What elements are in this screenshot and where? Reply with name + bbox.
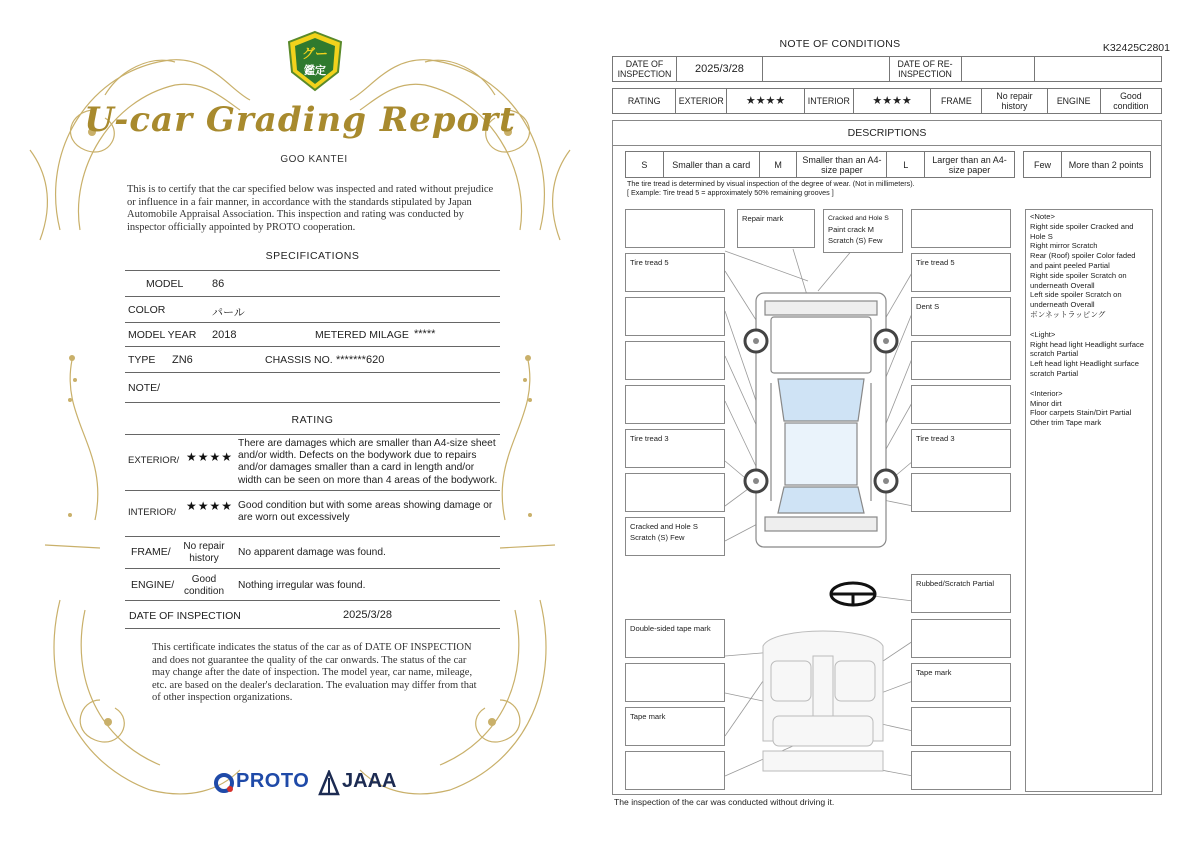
color-value: パール bbox=[212, 307, 245, 319]
interior-stars: ★★★★ bbox=[853, 89, 931, 114]
note-of-conditions-sheet bbox=[610, 30, 1170, 820]
callout-tire-tread-3-left: Tire tread 3 bbox=[625, 429, 725, 468]
callout-tire-tread-3-right: Tire tread 3 bbox=[911, 429, 1011, 468]
callout-box bbox=[911, 707, 1011, 746]
callout-box bbox=[911, 619, 1011, 658]
frame-value: No repair history bbox=[183, 541, 225, 564]
divider bbox=[125, 490, 500, 491]
engine-label: ENGINE bbox=[1047, 89, 1100, 114]
divider bbox=[125, 372, 500, 373]
date-of-inspection-label: DATE OF INSPECTION bbox=[613, 57, 677, 82]
callout-tape-mark-left: Tape mark bbox=[625, 707, 725, 746]
callout-box bbox=[625, 341, 725, 380]
callout-box bbox=[625, 473, 725, 512]
certification-statement: This is to certify that the car specified below was inspected and rated without prejudice or influence in a fair manner, in accordance with the standards stipulated by Japan Automobile Appraisal Association. This inspection and rating was conducted by inspector officially appointed by PROTO cooperation. bbox=[127, 184, 494, 233]
model-year-label: MODEL YEAR bbox=[128, 329, 197, 341]
tread-note: The tire tread is determined by visual inspection of the degree of wear. (Not in millimeters). [ Example: Tire tread 5 = approximately 50% remaining grooves ] bbox=[627, 179, 915, 197]
sheet-footer: The inspection of the car was conducted without driving it. bbox=[614, 797, 835, 807]
engine-label: ENGINE/ bbox=[131, 579, 175, 591]
jaaa-logo-icon bbox=[318, 770, 340, 796]
callout-box bbox=[625, 751, 725, 790]
interior-label: INTERIOR/ bbox=[128, 507, 177, 518]
report-subtitle: GOO KANTEI bbox=[280, 154, 348, 165]
callout-rubbed-scratch: Rubbed/Scratch Partial bbox=[911, 574, 1011, 613]
divider bbox=[125, 600, 500, 601]
rating-label: RATING bbox=[613, 89, 676, 114]
sheet-id: K32425C2801 bbox=[1102, 42, 1170, 54]
report-title: U-car Grading Report bbox=[84, 100, 516, 140]
divider bbox=[125, 568, 500, 569]
key-few-desc: More than 2 points bbox=[1062, 152, 1151, 178]
divider bbox=[125, 402, 500, 403]
callout-dent-s: Dent S bbox=[911, 297, 1011, 336]
frame-label: FRAME bbox=[931, 89, 982, 114]
svg-text:グー: グー bbox=[301, 47, 329, 62]
key-s: S bbox=[626, 152, 664, 178]
callout-cracked-hole-top: Cracked and Hole S Paint crack M Scratch (S) Few bbox=[823, 209, 903, 253]
interior-top-view bbox=[763, 631, 883, 771]
model-year-value: 2018 bbox=[212, 329, 237, 341]
key-m: M bbox=[759, 152, 797, 178]
exterior-description: There are damages which are smaller than A4-size sheet and/or width. Defects on the bodywork due to repairs and/or damages smaller than a card in length and/or width can be seen on more than 4 areas of the bodywork. bbox=[238, 438, 498, 486]
engine-description: Nothing irregular was found. bbox=[238, 580, 366, 591]
interior-description: Good condition but with some areas showing damage or are worn out excessively bbox=[238, 500, 493, 524]
rating-table bbox=[612, 88, 1162, 114]
jaaa-logo: JAAA bbox=[342, 770, 397, 792]
model-label: MODEL bbox=[146, 278, 184, 290]
callout-tire-tread-5-right: Tire tread 5 bbox=[911, 253, 1011, 292]
exterior-stars: ★★★★ bbox=[727, 89, 805, 114]
note-label: NOTE/ bbox=[128, 382, 161, 394]
callout-double-sided-tape: Double-sided tape mark bbox=[625, 619, 725, 658]
goo-kantei-badge-icon bbox=[286, 30, 344, 92]
metered-mileage-label: METERED MILAGE bbox=[315, 329, 409, 341]
callout-cracked-hole-bottom: Cracked and Hole S Scratch (S) Few bbox=[625, 517, 725, 556]
descriptions-panel bbox=[612, 120, 1162, 795]
key-l-desc: Larger than an A4-size paper bbox=[925, 152, 1015, 178]
key-m-desc: Smaller than an A4-size paper bbox=[797, 152, 887, 178]
exterior-stars: ★★★★ bbox=[186, 450, 234, 464]
badge-label: 鑑定 bbox=[304, 64, 326, 77]
certificate-footnote: This certificate indicates the status of the car as of DATE OF INSPECTION and does not guarantee the quality of the car onwards. The status of the car may change after the date of inspection. The model year, car name, mileage, etc. are based on the dealer's declaration. The evaluation may differ from that of other inspection organizations. bbox=[152, 642, 477, 703]
chassis-label: CHASSIS NO. bbox=[265, 354, 333, 366]
divider bbox=[125, 346, 500, 347]
sheet-title: NOTE OF CONDITIONS bbox=[779, 38, 901, 50]
exterior-label: EXTERIOR bbox=[676, 89, 727, 114]
engine-value: Good condition bbox=[1100, 89, 1161, 114]
exterior-label: EXTERIOR/ bbox=[128, 455, 180, 466]
metered-mileage-value: ***** bbox=[414, 328, 436, 340]
divider bbox=[125, 536, 500, 537]
callout-box bbox=[911, 341, 1011, 380]
engine-value: Good condition bbox=[183, 574, 225, 597]
divider bbox=[125, 628, 500, 629]
callout-box bbox=[625, 663, 725, 702]
frame-description: No apparent damage was found. bbox=[238, 547, 386, 558]
key-few: Few bbox=[1024, 152, 1062, 178]
date-of-inspection-label: DATE OF INSPECTION bbox=[129, 610, 241, 622]
frame-value: No repair history bbox=[982, 89, 1047, 114]
descriptions-heading: DESCRIPTIONS bbox=[847, 127, 927, 139]
date-of-inspection-value: 2025/3/28 bbox=[676, 57, 762, 82]
notes-panel: <Note> Right side spoiler Cracked and Hole S Right mirror Scratch Rear (Roof) spoiler Color faded and paint peeled Partial Right side spoiler Scratch on underneath Overall Left side spoiler Scratch on underneath Overall ボンネットラッピング <Light> Right head light Headlight surface scratch Partial Left head light Headlight surface scratch Partial <Interior> Minor dirt Floor carpets Stain/Dirt Partial Other trim Tape mark bbox=[1025, 209, 1153, 792]
callout-box bbox=[911, 473, 1011, 512]
car-top-view bbox=[756, 293, 886, 547]
callout-box bbox=[625, 297, 725, 336]
callout-box bbox=[911, 385, 1011, 424]
callout-box bbox=[911, 209, 1011, 248]
callout-box bbox=[625, 385, 725, 424]
callout-tire-tread-5-left: Tire tread 5 bbox=[625, 253, 725, 292]
divider bbox=[125, 322, 500, 323]
interior-stars: ★★★★ bbox=[186, 499, 234, 513]
specifications-heading: SPECIFICATIONS bbox=[265, 250, 360, 262]
rating-heading: RATING bbox=[291, 414, 334, 426]
interior-label: INTERIOR bbox=[804, 89, 853, 114]
callout-tape-mark-right: Tape mark bbox=[911, 663, 1011, 702]
callout-repair-mark: Repair mark bbox=[737, 209, 815, 248]
steering-wheel-icon bbox=[831, 583, 875, 605]
key-s-desc: Smaller than a card bbox=[663, 152, 759, 178]
divider bbox=[125, 434, 500, 435]
reinspection-value bbox=[961, 57, 1035, 82]
callout-box bbox=[625, 209, 725, 248]
type-value: ZN6 bbox=[172, 354, 193, 366]
divider bbox=[125, 296, 500, 297]
date-of-inspection-value: 2025/3/28 bbox=[343, 609, 392, 621]
callout-box bbox=[911, 751, 1011, 790]
type-label: TYPE bbox=[128, 354, 156, 366]
proto-logo: PROTO bbox=[236, 770, 310, 792]
reinspection-label: DATE OF RE-INSPECTION bbox=[889, 57, 961, 82]
inspection-date-table bbox=[612, 56, 1162, 82]
chassis-value: *******620 bbox=[336, 354, 385, 366]
proto-logo-icon bbox=[213, 772, 235, 794]
divider bbox=[125, 270, 500, 271]
frame-label: FRAME/ bbox=[131, 546, 171, 558]
color-label: COLOR bbox=[128, 304, 166, 316]
key-l: L bbox=[887, 152, 925, 178]
model-value: 86 bbox=[212, 278, 225, 290]
